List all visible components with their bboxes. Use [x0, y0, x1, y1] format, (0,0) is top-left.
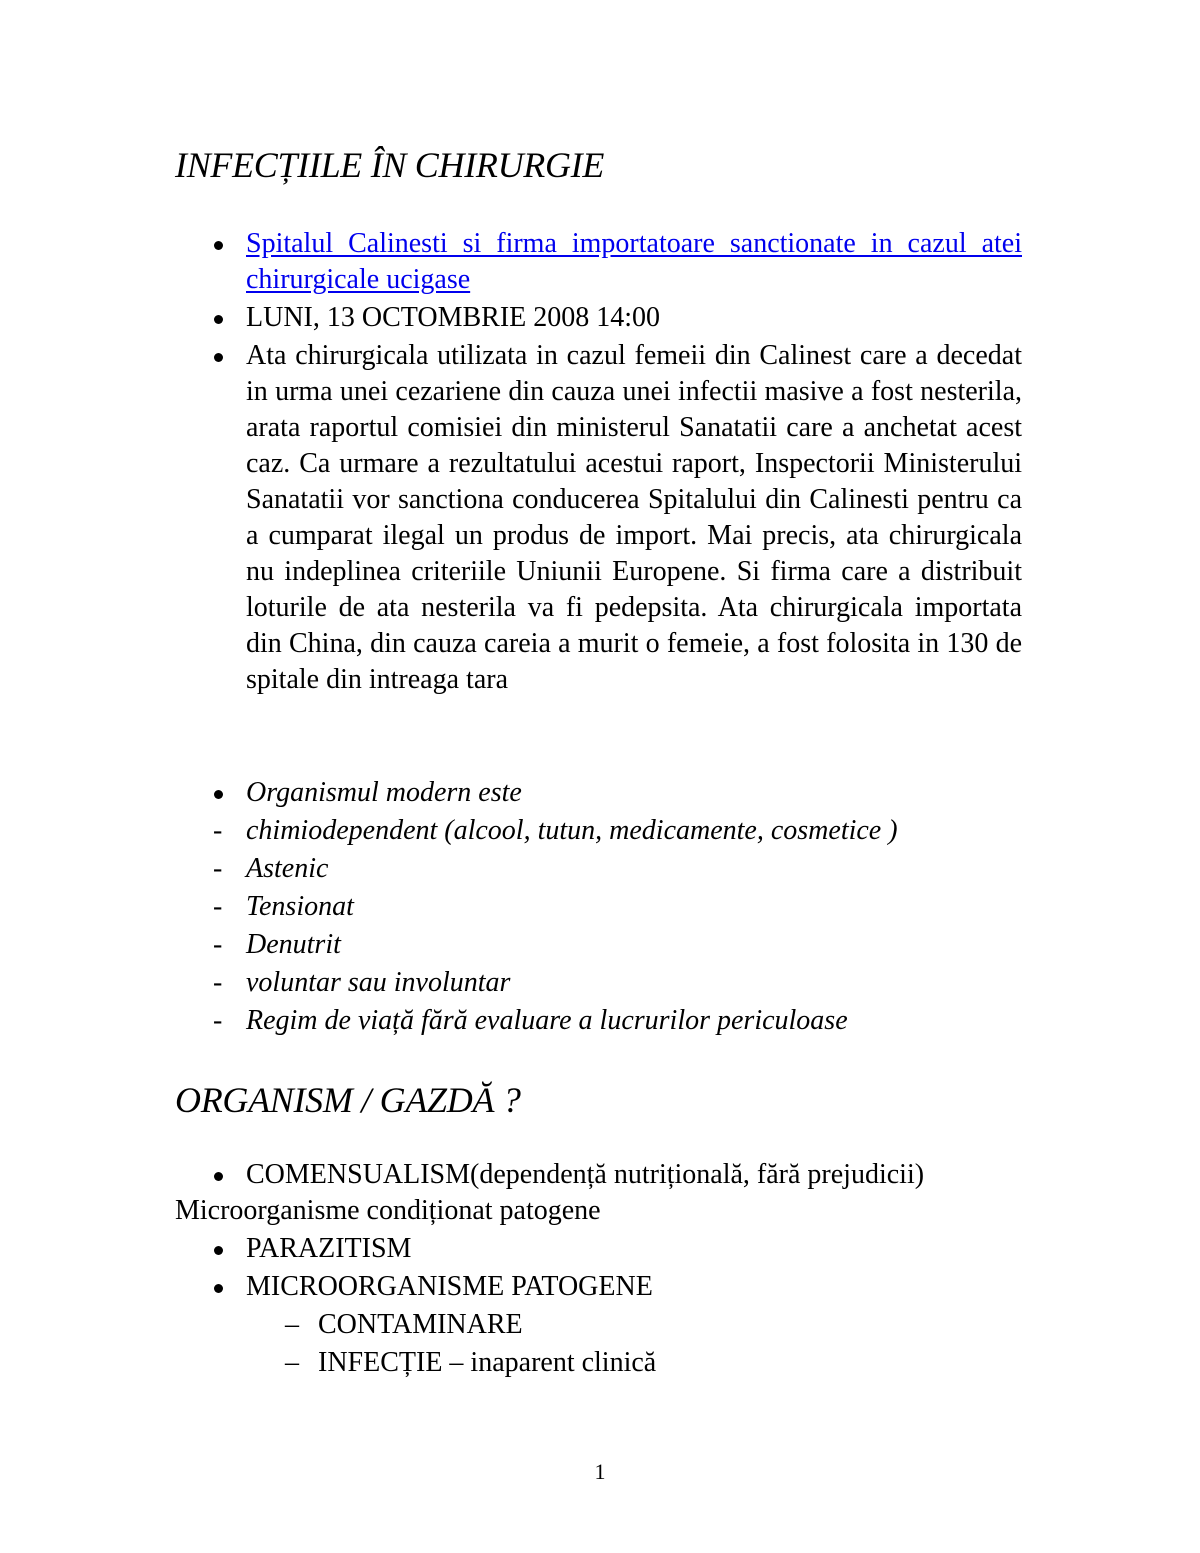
dash-item-text: voluntar sau involuntar	[246, 967, 511, 998]
sub-list-item	[285, 1345, 657, 1381]
dash-marker: -	[213, 853, 223, 884]
emdash-marker: –	[285, 1347, 299, 1378]
dash-marker: -	[213, 1005, 223, 1036]
dash-item-text: Regim de viață fără evaluare a lucrurilor periculoase	[246, 1005, 848, 1036]
dash-marker: -	[213, 967, 223, 998]
list-item-parazitism	[246, 1231, 1022, 1267]
article-body: Ata chirurgicala utilizata in cazul femeii din Calinest care a decedat in urma unei cezariene din cauza unei infectii masive a fost nesterila, arata raportul comisiei din ministerul Sanatatii care a anchetat acest caz. Ca urmare a rezultatului acestui raport, Inspectorii Ministerului Sanatatii vor sanctiona conducerea Spitalului din Calinesti pentru ca a cumparat ilegal un produs de import. Mai precis, ata chirurgicala nu indeplinea criteriile Uniunii Europene. Si firma care a distribuit loturile de ata nesterila va fi pedepsita. Ata chirurgicala importata din China, din cauza careia a murit o femeie, a fost folosita in 130 de spitale din intreaga tara	[246, 340, 1022, 695]
list-item-comensualism	[246, 1157, 1022, 1193]
dash-item	[213, 1003, 1022, 1039]
list-item-date	[246, 300, 1022, 336]
conditionat-patogene-text: Microorganisme condiționat patogene	[175, 1195, 601, 1226]
sub-item-text: CONTAMINARE	[318, 1309, 523, 1340]
dash-item	[213, 889, 1022, 925]
organism-intro: Organismul modern este	[246, 777, 522, 808]
dash-item	[213, 813, 1022, 849]
dash-marker: -	[213, 891, 223, 922]
article-date: LUNI, 13 OCTOMBRIE 2008 14:00	[246, 302, 661, 333]
sub-item-text: INFECȚIE – inaparent clinică	[318, 1347, 657, 1378]
patogene-text: MICROORGANISME PATOGENE	[246, 1271, 653, 1302]
dash-item	[213, 965, 1022, 1001]
list-item-article-body	[246, 338, 1022, 698]
dash-marker: -	[213, 929, 223, 960]
page-title: INFECȚIILE ÎN CHIRURGIE	[175, 145, 605, 185]
dash-item-text: Denutrit	[246, 929, 341, 960]
dash-item-text: Astenic	[246, 853, 329, 884]
article-link[interactable]: Spitalul Calinesti si firma importatoare sanctionate in cazul atei chirurgicale ucigase	[246, 228, 1022, 295]
dash-item-text: Tensionat	[246, 891, 354, 922]
sub-list-item	[285, 1307, 523, 1343]
page-number: 1	[594, 1459, 606, 1484]
dash-item	[213, 851, 1022, 887]
list-item-article-link	[246, 226, 1022, 298]
comensualism-text: COMENSUALISM(dependență nutrițională, fără prejudicii)	[246, 1159, 925, 1190]
emdash-marker: –	[285, 1309, 299, 1340]
dash-marker: -	[213, 815, 223, 846]
list-item-patogene	[246, 1269, 1022, 1305]
list-item-organism-intro	[246, 775, 1022, 811]
dash-item	[213, 927, 1022, 963]
section-title: ORGANISM / GAZDĂ ?	[175, 1080, 521, 1120]
parazitism-text: PARAZITISM	[246, 1233, 412, 1264]
dash-item-text: chimiodependent (alcool, tutun, medicamente, cosmetice )	[246, 815, 898, 846]
